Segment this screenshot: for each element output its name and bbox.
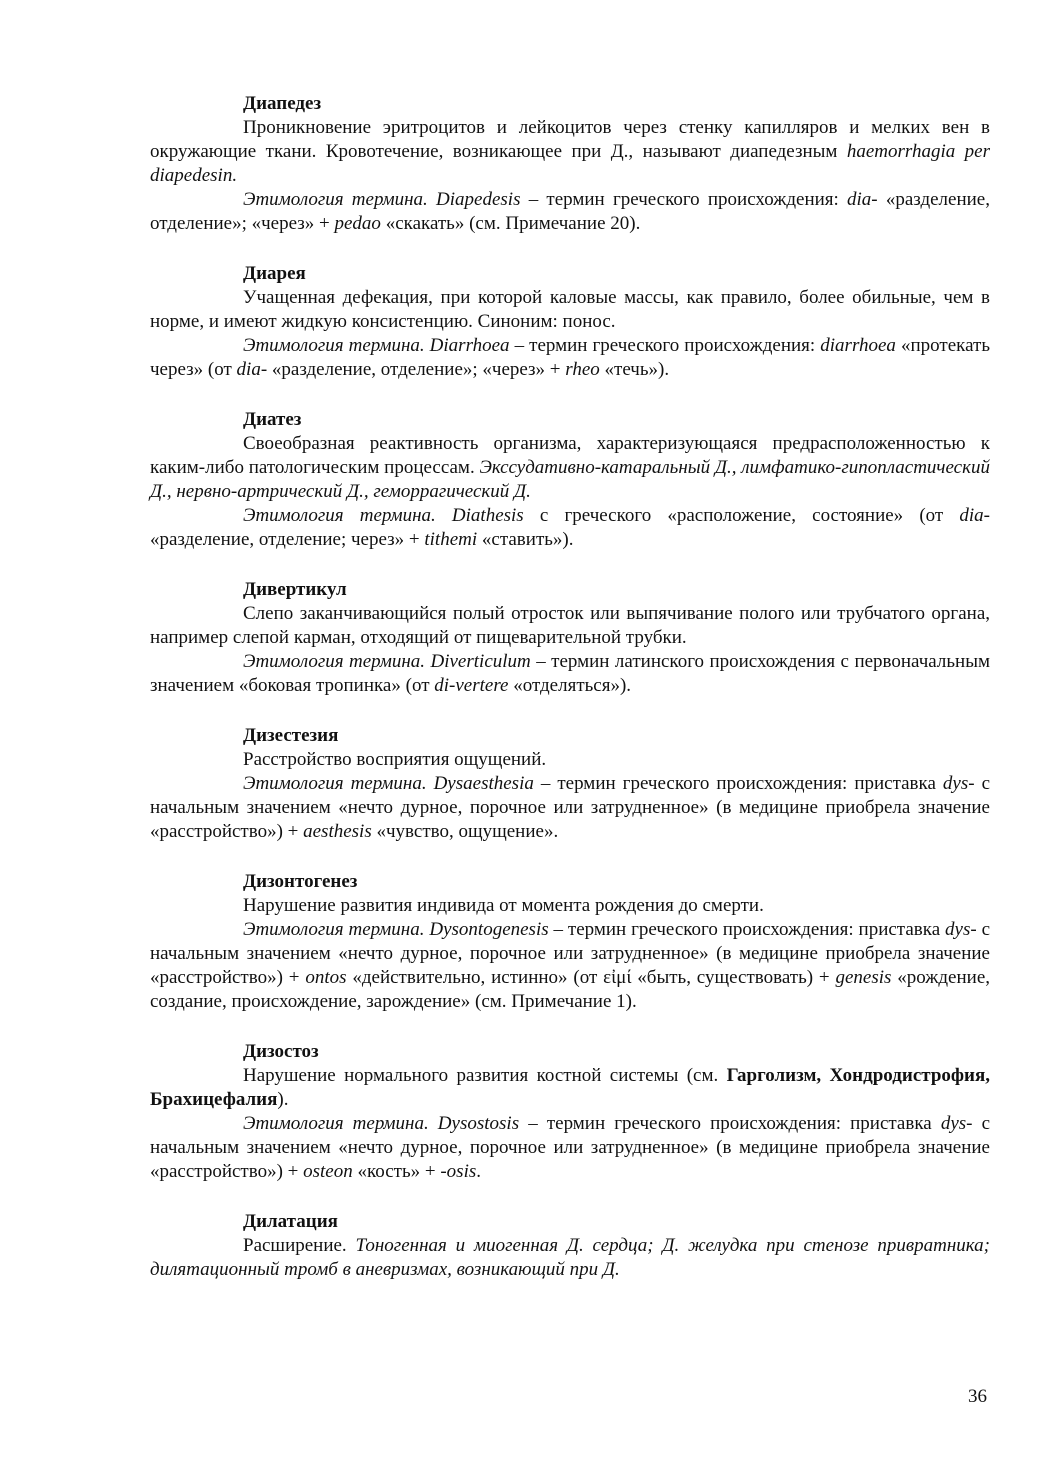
text-run: «кость» + xyxy=(352,1161,441,1182)
italic-run: Этимология термина. Dysaesthesia xyxy=(243,773,534,794)
italic-run: Этимология термина. Diathesis xyxy=(243,505,524,526)
italic-run: genesis xyxy=(835,967,892,988)
italic-run: Этимология термина. Diapedesis xyxy=(243,189,521,210)
entry-definition xyxy=(150,116,990,188)
italic-run: tithemi xyxy=(424,529,478,550)
italic-run: Этимология термина. Diarrhoea xyxy=(243,335,510,356)
text-run: «протекать через» (от xyxy=(150,335,990,380)
entry-etymology xyxy=(150,1112,990,1184)
italic-run: osteon xyxy=(303,1161,353,1182)
entry-term: Диарея xyxy=(243,263,306,284)
text-run: – термин греческого происхождения: приставка xyxy=(533,773,943,794)
text-run: «разделение, отделение»; «через» + xyxy=(150,189,990,234)
entry-definition xyxy=(150,748,990,772)
italic-run: Тоногенная и миогенная Д. сердца; Д. желудка при стенозе привратника; дилятационный тромб в аневризмах, возникающий при Д. xyxy=(150,1235,990,1280)
text-run: ). xyxy=(277,1089,289,1110)
text-run: «действительно, истинно» (от εἰμί «быть, существовать) + xyxy=(346,967,836,988)
dictionary-entry xyxy=(150,578,990,698)
entry-term: Диапедез xyxy=(243,93,322,114)
italic-run: diarrhoea xyxy=(820,335,896,356)
text-run: «рождение, создание, происхождение, зарождение» (см. Примечание 1). xyxy=(150,967,991,1012)
page-number: 36 xyxy=(968,1386,987,1407)
dictionary-entry xyxy=(150,1040,990,1184)
italic-run: haemorrhagia per diapedesin. xyxy=(150,141,991,186)
entry-definition xyxy=(150,432,990,504)
italic-run: Этимология термина. Dysostosis xyxy=(243,1113,520,1134)
entry-etymology xyxy=(150,772,990,844)
text-run: Проникновение эритроцитов и лейкоцитов через стенку капилляров и мелких вен в окружающие ткани. Кровотечение, возникающее при Д., называют диапедезным xyxy=(150,117,990,162)
italic-run: dia- xyxy=(236,359,268,380)
italic-run: ontos xyxy=(305,967,347,988)
entry-term: Дизестезия xyxy=(243,725,339,746)
text-run: «ставить»). xyxy=(477,529,574,550)
text-run: «отделяться»). xyxy=(508,675,632,696)
text-run: Расширение. xyxy=(243,1235,356,1256)
italic-run: dys- xyxy=(942,773,975,794)
text-run: Учащенная дефекация, при которой каловые массы, как правило, более обильные, чем в норме, и имеют жидкую консистенцию. Синоним: понос. xyxy=(150,287,990,332)
text-run: «чувство, ощущение». xyxy=(371,821,559,842)
text-run: «разделение, отделение»; «через» + xyxy=(267,359,566,380)
text-run: Расстройство восприятия ощущений. xyxy=(243,749,547,770)
italic-run: -osis xyxy=(440,1161,477,1182)
dictionary-entry xyxy=(150,1210,990,1282)
entry-etymology xyxy=(150,188,990,236)
entry-term: Дивертикул xyxy=(243,579,347,600)
italic-run: aesthesis xyxy=(303,821,372,842)
dictionary-entry xyxy=(150,92,990,236)
dictionary-entries xyxy=(150,92,990,1282)
text-run: Своеобразная реактивность организма, характеризующаяся предрасположенностью к каким-либо патологическим процессам. xyxy=(150,433,990,478)
entry-etymology xyxy=(150,918,990,1014)
text-run: с греческого «расположение, состояние» (от xyxy=(523,505,960,526)
text-run: – термин греческого происхождения: приставка xyxy=(519,1113,941,1134)
text-run: Слепо заканчивающийся полый отросток или выпячивание полого или трубчатого органа, например слепой карман, отходящий от пищеварительной трубки. xyxy=(150,603,990,648)
entry-definition xyxy=(150,1064,990,1112)
document-page xyxy=(150,92,990,1308)
text-run: Нарушение нормального развития костной системы (см. xyxy=(243,1065,727,1086)
text-run: «течь»). xyxy=(599,359,670,380)
entry-term: Дизостоз xyxy=(243,1041,319,1062)
entry-definition xyxy=(150,894,990,918)
italic-run: Этимология термина. Dysontogenesis xyxy=(243,919,549,940)
text-run: «разделение, отделение; через» + xyxy=(150,529,425,550)
italic-run: Этимология термина. Diverticulum xyxy=(243,651,531,672)
dictionary-entry xyxy=(150,724,990,844)
italic-run: Экссудативно-катаральный Д., лимфатико-гипопластический Д., нервно-артрический Д., геморрагический Д. xyxy=(150,457,990,502)
italic-run: di-vertere xyxy=(434,675,509,696)
bold-run: Гарголизм, Хондродистрофия, Брахицефалия xyxy=(150,1065,991,1110)
text-run: с начальным значением «нечто дурное, порочное или затрудненное» (в медицине приобрела значение «расстройство») + xyxy=(150,773,990,842)
entry-etymology xyxy=(150,334,990,382)
entry-term: Дизонтогенез xyxy=(243,871,358,892)
text-run: с начальным значением «нечто дурное, порочное или затрудненное» (в медицине приобрела значение «расстройство») + xyxy=(150,1113,991,1182)
text-run: с начальным значением «нечто дурное, порочное или затрудненное» (в медицине приобрела значение «расстройство») + xyxy=(150,919,990,988)
dictionary-entry xyxy=(150,262,990,382)
text-run: – термин латинского происхождения с первоначальным значением «боковая тропинка» (от xyxy=(150,651,990,696)
text-run: «скакать» (см. Примечание 20). xyxy=(380,213,641,234)
entry-definition xyxy=(150,1234,990,1282)
text-run: – термин греческого происхождения: xyxy=(520,189,848,210)
italic-run: dys- xyxy=(945,919,977,940)
italic-run: dia- xyxy=(959,505,990,526)
text-run: – термин греческого происхождения: xyxy=(509,335,821,356)
text-run: – термин греческого происхождения: приставка xyxy=(548,919,946,940)
italic-run: pedao xyxy=(334,213,381,234)
dictionary-entry xyxy=(150,408,990,552)
italic-run: dia- xyxy=(847,189,878,210)
entry-definition xyxy=(150,286,990,334)
entry-etymology xyxy=(150,650,990,698)
entry-term: Дилатация xyxy=(243,1211,338,1232)
entry-term: Диатез xyxy=(243,409,302,430)
italic-run: dys- xyxy=(940,1113,973,1134)
entry-definition xyxy=(150,602,990,650)
dictionary-entry xyxy=(150,870,990,1014)
italic-run: rheo xyxy=(565,359,600,380)
entry-etymology xyxy=(150,504,990,552)
text-run: . xyxy=(476,1161,481,1182)
text-run: Нарушение развития индивида от момента рождения до смерти. xyxy=(243,895,764,916)
